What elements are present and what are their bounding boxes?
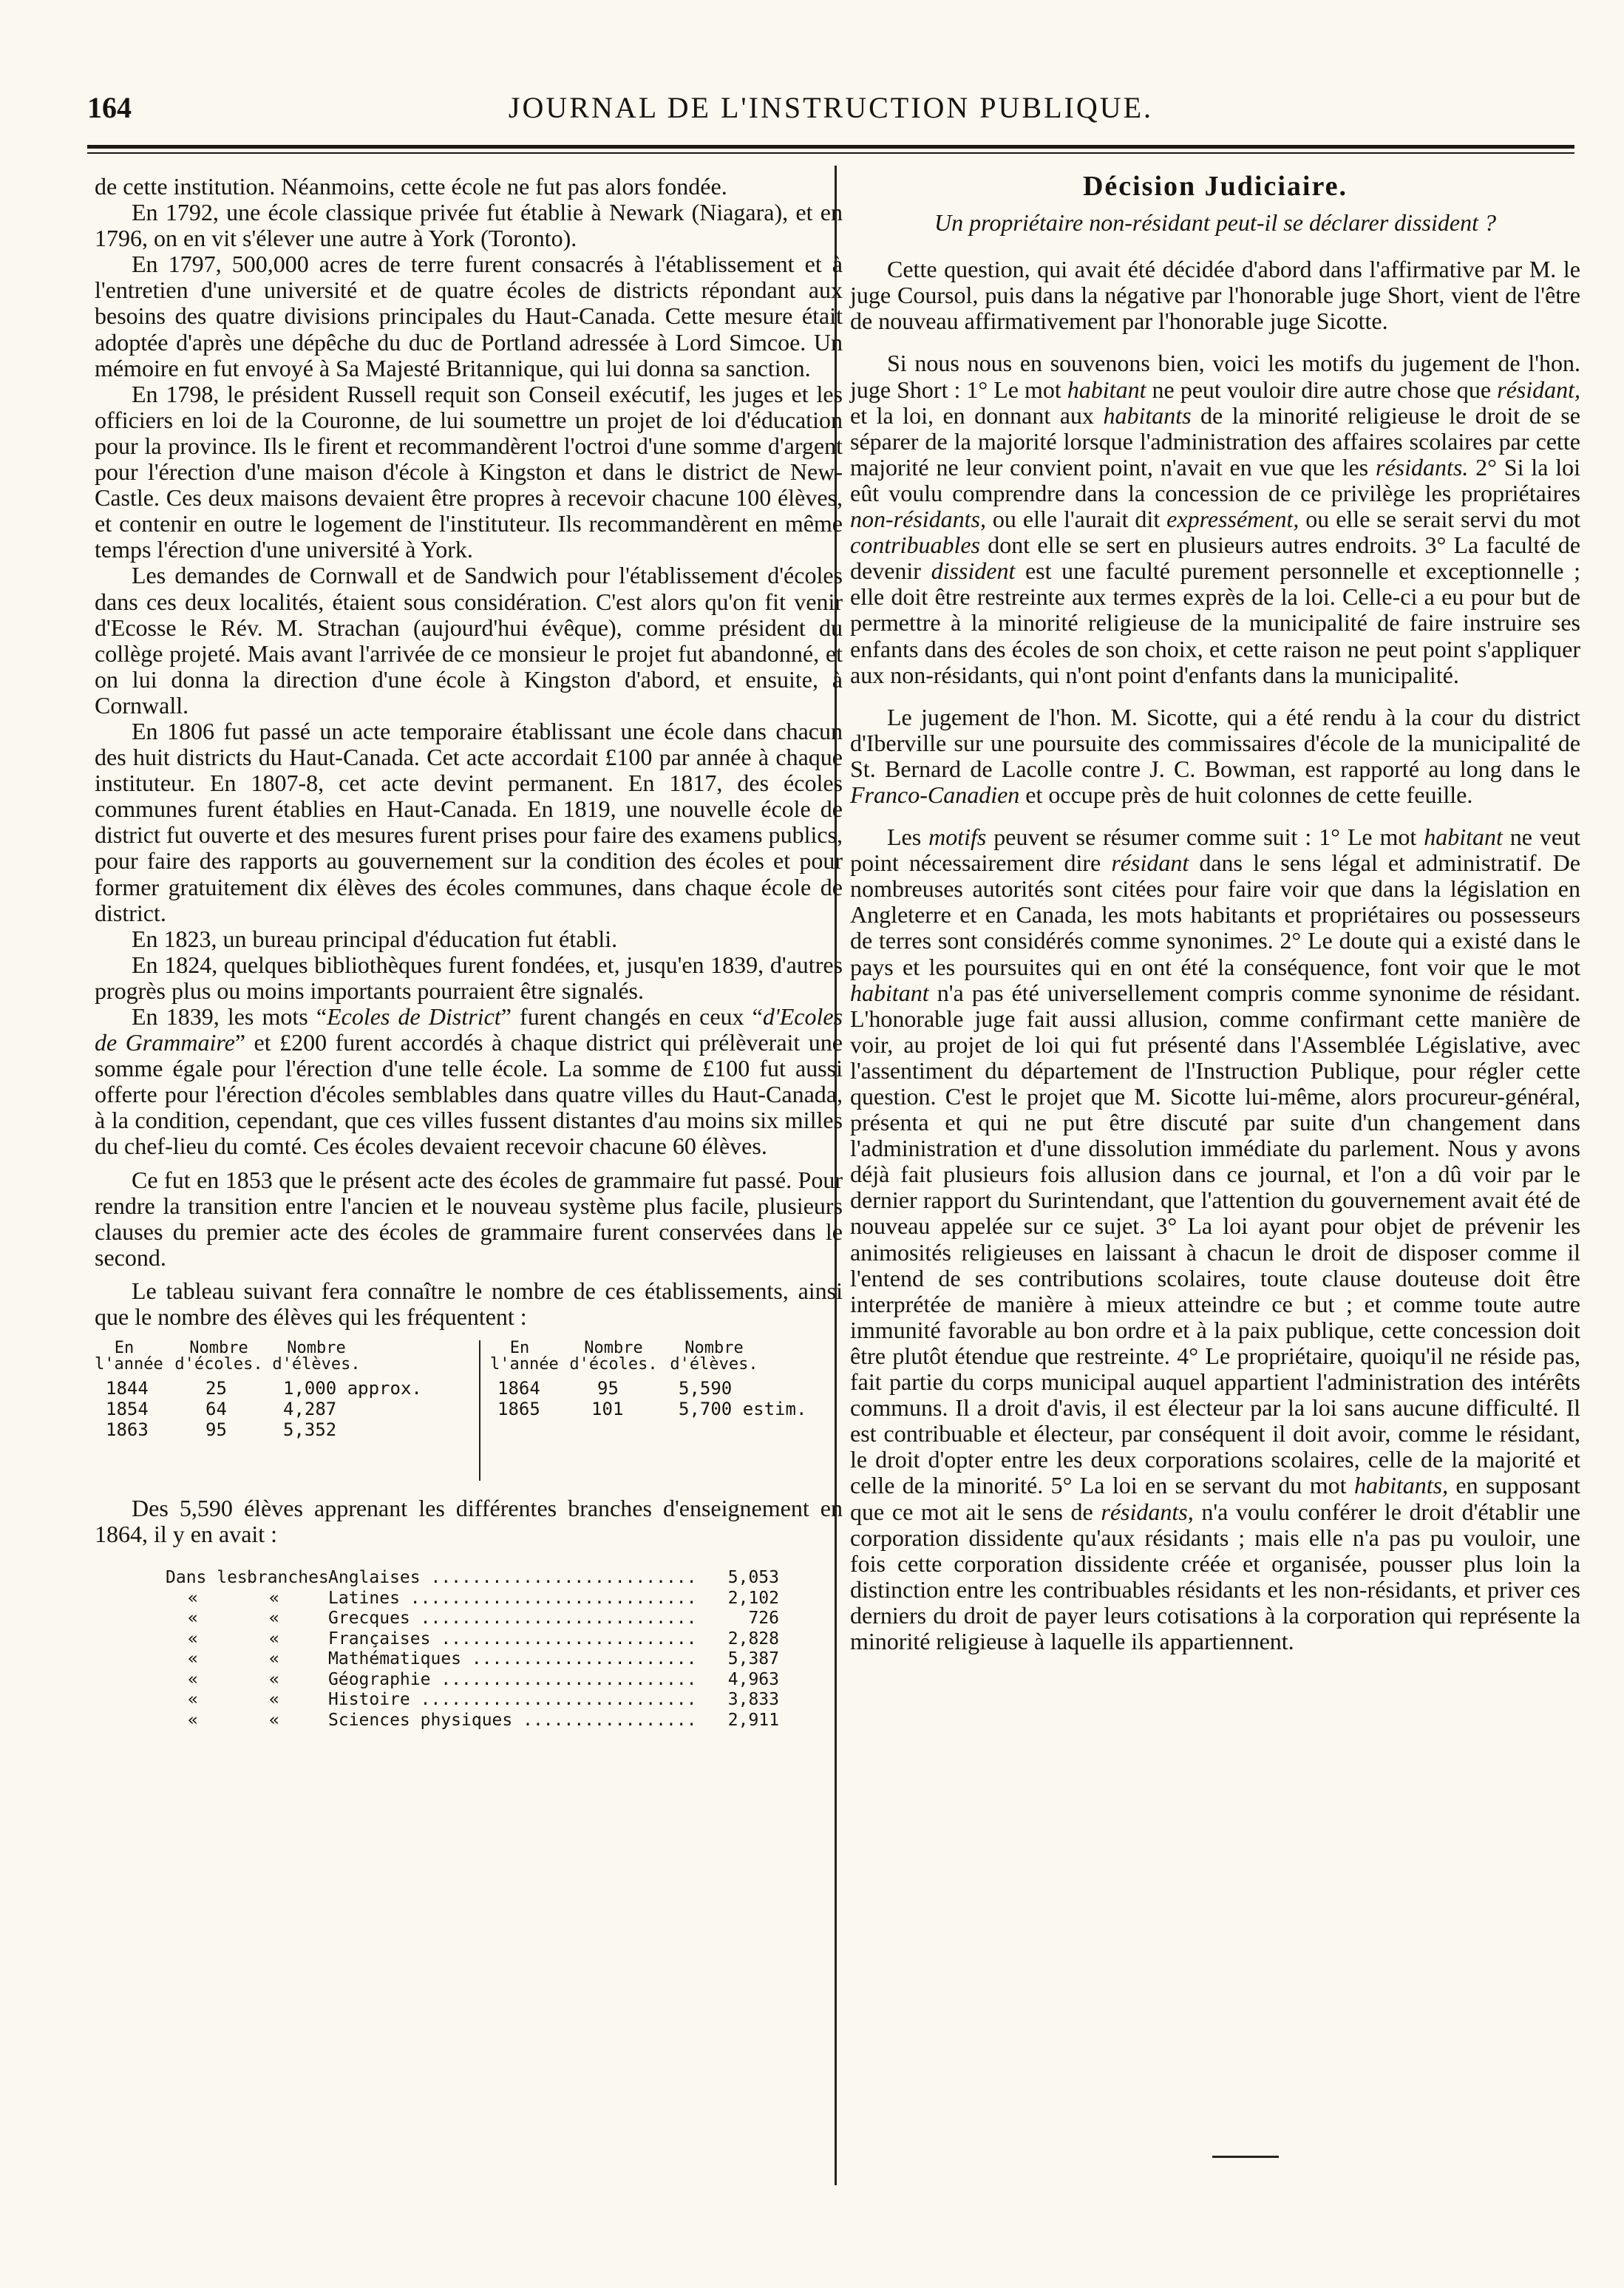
branch-row	[166, 1690, 779, 1711]
table-separator	[479, 1340, 480, 1481]
italic-term: résidants,	[1101, 1498, 1194, 1525]
paragraph: Cette question, qui avait été décidée d'abord dans l'affirmative par M. le juge Coursol, puis dans la négative par l'honorable juge Short, vient de l'être de nouveau affirmativement par l'honorable juge Sicotte.	[850, 256, 1580, 335]
branch-name: Sciences physiques .....	[328, 1711, 698, 1731]
branch-prefix: Dans les	[166, 1568, 248, 1588]
branch-name: Françaises .....	[328, 1629, 698, 1650]
branch-value: 726	[748, 1609, 779, 1629]
paragraph: En 1798, le président Russell requit son Conseil exécutif, les juges et les officiers en loi de la Couronne, de lui soumettre un projet de loi d'éducation pour la province. Ils le firent et recommandèrent l'octroi d'une somme d'argent pour l'érection d'une maison d'école à Kingston et dans le district de New-Castle. Ces deux maisons devaient être propres à recevoir chacune 100 élèves, et contenir en outre le logement de l'instituteur. Ils recommandèrent en même temps l'érection d'une université à York.	[95, 380, 843, 563]
table-header: Nombre d'élèves.	[272, 1339, 361, 1374]
table-cell: 5,352	[283, 1419, 337, 1441]
table-cell: 1844	[106, 1378, 149, 1399]
italic-term: non-résidants,	[850, 506, 986, 533]
table-cell: 64	[205, 1399, 227, 1420]
paragraph-motifs-short	[850, 350, 1580, 688]
branch-prefix: «	[188, 1690, 198, 1710]
paragraph: En 1806 fut passé un acte temporaire établissant une école dans chacun des huit districts du Haut-Canada. Cet acte accordait £100 par année à chaque instituteur. En 1807-8, cet acte devint permanent. En 1817, des écoles communes furent établies en Haut-Canada. En 1819, une nouvelle école de district fut ouverte et des mesures furent prises pour faire des examens publics, pour faire des rapports au gouvernement sur la condition des écoles et pour former gratuitement dix élèves des écoles communes, dans chaque école de district.	[95, 717, 843, 926]
branch-value: 4,963	[727, 1669, 779, 1689]
article-heading: Décision Judiciaire.	[1082, 171, 1348, 202]
branch-prefix: «	[188, 1629, 198, 1649]
paragraph-jugement	[850, 705, 1580, 808]
text-run: ou elle l'aurait dit	[986, 506, 1167, 533]
header-rule-thin	[87, 152, 1574, 154]
italic-term: habitants,	[1353, 1472, 1449, 1499]
paragraph: En 1792, une école classique privée fut établie à Newark (Niagara), et en 1796, on en vit s'élever une autre à York (Toronto).	[95, 199, 843, 252]
italic-term: contribuables	[850, 532, 980, 559]
schools-table	[95, 1340, 843, 1496]
header-rule-thick	[87, 145, 1574, 149]
table-cell: 1863	[106, 1419, 149, 1441]
page-header	[87, 87, 1574, 139]
table-cell: 25	[205, 1378, 227, 1399]
paragraph-motifs-sicotte	[850, 824, 1580, 1654]
italic-term: Franco-Canadien	[850, 781, 1020, 808]
text-run: peuvent se résumer comme suit : 1° Le mot	[986, 824, 1424, 851]
table-header: En l'année	[95, 1339, 163, 1374]
paragraph: de cette institution. Néanmoins, cette école ne fut pas alors fondée.	[95, 173, 727, 200]
italic-term: motifs	[928, 824, 987, 851]
table-cell: 1864	[497, 1378, 540, 1399]
branch-prefix: «	[269, 1690, 279, 1710]
table-cell: 5,700 estim.	[679, 1399, 807, 1420]
table-cell: 4,287	[283, 1399, 337, 1420]
table-cell: 95	[205, 1419, 227, 1441]
branch-prefix: «	[269, 1669, 279, 1689]
branch-row	[166, 1609, 779, 1629]
branch-name: Anglaises .....	[328, 1568, 698, 1589]
text-run: Les	[887, 824, 929, 851]
branch-prefix: «	[269, 1710, 279, 1730]
branch-prefix: «	[188, 1649, 198, 1669]
left-column	[95, 174, 843, 1731]
journal-title: JOURNAL DE L'INSTRUCTION PUBLIQUE.	[508, 91, 1154, 124]
branch-name: Géographie .....	[328, 1670, 698, 1691]
page-number: 164	[87, 91, 132, 124]
text-run: dans le sens légal et administratif. De nombreuses autorités sont citées pour faire voir que dans la législation en Angleterre et en Canada, les mots habitants et propriétaires ou possesseurs de terres sont considérés comme synonimes. 2° Le doute qui a existé dans le pays et les poursuites qui en ont été la conséquence, font voir que le mot	[850, 849, 1581, 980]
text-run: 2° Si la loi eût voulu comprendre dans la concession de ce privilège les propriétaires	[850, 453, 1581, 506]
italic-term: habitant	[850, 979, 929, 1006]
text-run: ” furent changés en ceux “	[500, 1003, 763, 1030]
italic-term: expressément,	[1166, 506, 1299, 533]
branch-prefix: «	[188, 1710, 198, 1730]
branch-value: 2,911	[727, 1710, 779, 1730]
text-run: ou elle se serait servi du mot	[1299, 506, 1581, 533]
branch-prefix: «	[269, 1588, 279, 1608]
text-run: Le jugement de l'hon. M. Sicotte, qui a été rendu à la cour du district d'Iberville sur une poursuite des commissaires d'école de la municipalité de St. Bernard de Lacolle contre J. C. Bowman, est rapporté au long dans le	[850, 703, 1580, 782]
paragraph: Des 5,590 élèves apprenant les différentes branches d'enseignement en 1864, il y en avait :	[95, 1495, 843, 1548]
text-run: ne veut point nécessairement dire	[850, 824, 1581, 877]
paragraph: En 1823, un bureau principal d'éducation fut établi.	[132, 925, 618, 952]
branch-prefix: «	[269, 1609, 279, 1629]
table-cell: 5,590	[679, 1378, 733, 1399]
paragraph: En 1824, quelques bibliothèques furent fondées, et, jusqu'en 1839, d'autres progrès plus ou moins importants pourraient être signalés.	[95, 951, 843, 1004]
branch-prefix: «	[269, 1629, 279, 1649]
end-rule	[1212, 2156, 1279, 2158]
italic-term: résidant,	[1497, 376, 1581, 403]
branch-name: Mathématiques .....	[328, 1649, 698, 1670]
branch-name: Grecques .....	[328, 1609, 698, 1629]
branch-value: 5,387	[727, 1649, 779, 1669]
italic-term: d'Ecoles de Grammaire	[95, 1003, 843, 1056]
branch-name: Histoire .....	[328, 1690, 698, 1711]
table-header: Nombre d'écoles.	[569, 1339, 658, 1374]
paragraph: Ce fut en 1853 que le présent acte des écoles de grammaire fut passé. Pour rendre la transition entre l'ancien et le nouveau système plus facile, plusieurs clauses du premier acte des écoles de grammaire furent conservées dans le second.	[95, 1166, 843, 1271]
italic-term: habitants	[1103, 401, 1192, 429]
table-header: Nombre d'élèves.	[670, 1339, 758, 1374]
right-column	[850, 171, 1581, 1654]
table-header: Nombre d'écoles.	[174, 1339, 263, 1374]
text-run: En 1839, les mots “	[132, 1003, 327, 1030]
text-run: ne peut vouloir dire autre chose que	[1146, 376, 1498, 403]
branch-row	[166, 1649, 779, 1670]
table-cell: 95	[597, 1378, 619, 1399]
italic-term: habitant	[1424, 824, 1503, 851]
italic-term: habitant	[1067, 376, 1146, 403]
branch-row	[166, 1629, 779, 1650]
branches-list	[166, 1568, 779, 1731]
table-cell: 1865	[497, 1399, 540, 1420]
text-run: est une faculté purement personnelle et exceptionnelle ; elle doit être restreinte aux termes exprès de la loi. Celle-ci a eu pour but de permettre à la minorité religieuse de la municipalité de faire instruire ses enfants dans des écoles de son choix, et cette raison ne peut point s'appliquer aux non-résidants, qui n'ont point d'enfants dans la municipalité.	[850, 557, 1581, 688]
branch-row	[166, 1568, 779, 1589]
table-cell: 101	[591, 1399, 624, 1420]
branch-row	[166, 1670, 779, 1691]
text-run: de la minorité religieuse le droit de se séparer de la majorité lorsque l'administration des affaires scolaires par cette majorité ne leur convient point, n'avait en vue que les	[850, 401, 1581, 481]
text-run: et occupe près de huit colonnes de cette feuille.	[1019, 781, 1473, 808]
text-run: n'a pas été universellement compris comme synonime de résidant. L'honorable juge fait aussi allusion, comme confirmant cette manière de voir, au projet de loi qui fut présenté dans l'Assemblée Législative, avec l'assentiment du département de l'Instruction Publique, pour régler cette question. C'est le projet que M. Sicotte lui-même, alors procureur-général, présenta et qui ne put être discuté par suite d'un changement dans l'administration et d'une dissolution immédiate du parlement. Nous y avons déjà fait plusieurs fois allusion dans ce journal, et l'on a dû voir par le dernier rapport du Surintendant, que l'attention du gouvernement avait été de nouveau appelée sur ce sujet. 3° La loi ayant pour objet de prévenir les animosités religieuses en laissant à chacun le droit de disposer comme il l'entend de ses contributions scolaires, toute clause douteuse doit être interprétée de manière à mieux atteindre ce but ; et comme toute autre immunité favorable au bon ordre et à la paix publique, cette concession doit être plutôt étendue que restreinte. 4° Le propriétaire, quoiqu'il ne réside pas, fait partie du corps municipal auquel appartient l'administration des intérêts communs. Il a droit d'avis, il est électeur par la loi sans aucune difficulté. Il est contribuable et électeur, par conséquent il doit avoir, comme le résidant, le droit d'opter entre les deux corporations scolaires, celle de la majorité et celle de la minorité. 5° La loi en se servant du mot	[850, 979, 1580, 1499]
branch-prefix: «	[188, 1588, 198, 1608]
italic-term: Ecoles de District	[327, 1003, 501, 1030]
paragraph: En 1797, 500,000 acres de terre furent consacrés à l'établissement et à l'entretien d'une université et de quatre écoles de districts répondant aux besoins des quatre divisions principales du Haut-Canada. Cette mesure était adoptée d'après une dépêche du duc de Portland adressée à Lord Simcoe. Un mémoire en fut envoyé à Sa Majesté Britannique, qui lui donna sa sanction.	[95, 251, 843, 381]
branch-row	[166, 1711, 779, 1731]
text-run: ” et £200 furent accordés à chaque district qui prélèverait une somme égale pour l'érection d'une telle école. La somme de £100 fut aussi offerte pour l'érection d'écoles semblables dans quatre villes du Haut-Canada, à la condition, cependant, que ces villes fussent distantes d'au moins six milles du chef-lieu du comté. Ces écoles devaient recevoir chacune 60 élèves.	[95, 1029, 843, 1160]
paragraph: Le tableau suivant fera connaître le nombre de ces établissements, ainsi que le nombre des élèves qui les fréquentent :	[95, 1277, 843, 1331]
branch-prefix: branches	[247, 1568, 329, 1588]
branch-value: 2,102	[727, 1588, 779, 1608]
text-run: Si nous nous en souvenons bien, voici les motifs du jugement de l'hon. juge Short : 1° Le mot	[850, 350, 1580, 403]
text-run: dont elle se sert en plusieurs autres endroits. 3° La faculté de devenir	[850, 532, 1580, 585]
paragraph: Les demandes de Cornwall et de Sandwich pour l'établissement d'écoles dans ces deux localités, étaient sous considération. C'est alors qu'on fit venir d'Ecosse le Rév. M. Strachan (aujourd'hui évêque), comme président du collège projeté. Mais avant l'arrivée de ce monsieur le projet fut abandonné, et on lui donna la direction d'une école à Kingston d'abord, et ensuite, à Cornwall.	[95, 562, 843, 719]
text-run: n'a voulu conférer le droit d'établir une corporation dissidente qu'aux résidants ; mais elle n'a pas pu vouloir, une fois cette corporation dissidente créée et organisée, pousser plus loin la distinction entre les contribuables résidants et les non-résidants, et priver ces derniers du droit de payer leurs cotisations à la corporation qui représente la minorité religieuse à laquelle ils appartiennent.	[850, 1498, 1581, 1654]
table-header: En l'année	[490, 1339, 559, 1374]
italic-term: résidant	[1111, 849, 1189, 877]
branch-prefix: «	[188, 1669, 198, 1689]
branch-value: 5,053	[727, 1568, 779, 1588]
paragraph-1839	[95, 1004, 843, 1160]
branch-prefix: «	[188, 1609, 198, 1629]
table-cell: 1854	[106, 1399, 149, 1420]
text-run: et la loi, en donnant aux	[850, 401, 1104, 429]
italic-term: résidants.	[1375, 453, 1469, 481]
branch-value: 3,833	[727, 1690, 779, 1710]
branch-value: 2,828	[727, 1629, 779, 1649]
italic-term: dissident	[931, 557, 1016, 585]
branch-row	[166, 1589, 779, 1609]
branch-name: Latines .....	[328, 1589, 698, 1609]
text-run: en supposant que ce mot ait le sens de	[850, 1472, 1581, 1525]
article-subheading: Un propriétaire non-résidant peut-il se déclarer dissident ?	[934, 209, 1496, 237]
table-cell: 1,000 approx.	[283, 1378, 422, 1399]
branch-prefix: «	[269, 1649, 279, 1669]
